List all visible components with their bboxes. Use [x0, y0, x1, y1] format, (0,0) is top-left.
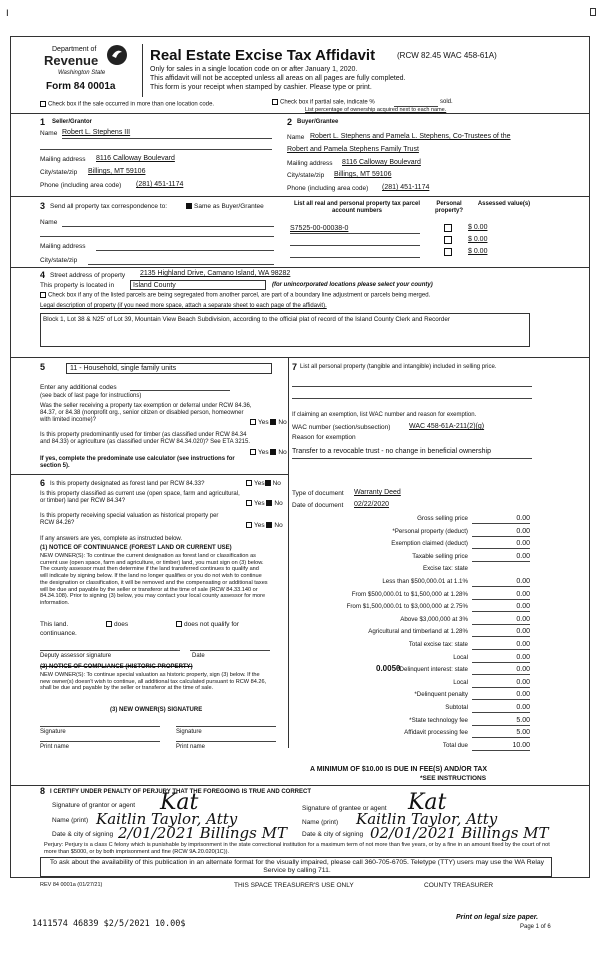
local-rate: 0.0050	[376, 664, 401, 673]
doc-date-field[interactable]: 02/22/2020	[354, 501, 390, 508]
buyer-name-line-1[interactable]: Robert L. Stephens and Pamela L. Stephens, Co-Trustees of the	[310, 133, 511, 140]
deputy-signature-label: Deputy assessor signature	[40, 653, 112, 659]
parcel-list-header: List all real and personal property tax parcel account numbers	[293, 201, 421, 214]
buyer-heading: Buyer/Grantee	[297, 119, 339, 125]
predominate-use-note: If yes, complete the predominate use calculator (see instructions for section 5).	[40, 456, 235, 469]
minimum-due-note: A MINIMUM OF $10.00 IS DUE IN FEE(S) AND/OR TAX	[310, 766, 488, 773]
historic-yes-no[interactable]: Yes No	[246, 522, 283, 529]
doc-date-label: Date of document	[292, 502, 344, 509]
availability-notice: To ask about the availability of this publication in an alternate format for the visually impaired, please call 360-705-6705. Teletype (TTY) users may use the WA Relay Service by calling 711.	[49, 859, 545, 875]
personal-property-checkbox-3[interactable]	[444, 248, 452, 256]
availability-box	[40, 857, 552, 877]
calc-value[interactable]: 0.00	[516, 628, 530, 636]
exemption-question: Was the seller receiving a property tax exemption or deferral under RCW 84.36, 84.37, or 84.38 (nonprofit org., senior citizen or disabled person, homeowner with limited income)?	[40, 403, 252, 423]
sold-label: sold.	[440, 99, 453, 105]
grantor-name-label: Name (print)	[52, 817, 89, 824]
historic-question: Is this property receiving special valuation as historical property per RCW 84.26?	[40, 513, 219, 526]
calc-underline	[472, 750, 530, 751]
buyer-name-label: Name	[287, 134, 305, 141]
buyer-mail-label: Mailing address	[287, 160, 333, 167]
notice-continuance-heading: (1) NOTICE OF CONTINUANCE (FOREST LAND OR CURRENT USE)	[40, 545, 232, 551]
perjury-notice: Perjury: Perjury is a class C felony which is punishable by imprisonment in the state correctional institution for a maximum term of not more than five years, or by a fine in an amount fixed by the court of not more than $5000, or by both imprisonment and fine (RCW 9A.20.020(1C)).	[44, 842, 550, 855]
calc-value[interactable]: 0.00	[516, 641, 530, 648]
calc-underline	[472, 636, 530, 637]
section-6-number: 6	[40, 478, 46, 488]
wac-label: WAC number (section/subsection)	[292, 424, 391, 431]
calc-value[interactable]: 0.00	[516, 603, 530, 611]
header-line-1: Only for sales in a single location code on or after January 1, 2020.	[150, 66, 358, 73]
notice-compliance-heading: (2) NOTICE OF COMPLIANCE (HISTORIC PROPERTY)	[40, 664, 193, 670]
wac-field[interactable]: WAC 458-61A-211(2)(g)	[409, 423, 485, 430]
page-number: Page 1 of 6	[520, 924, 551, 930]
buyer-phone-field[interactable]: (281) 451-1174	[382, 184, 430, 191]
new-owner-signature-1[interactable]: Signature	[40, 729, 66, 735]
header-line-2: This affidavit will not be accepted unless all areas on all pages are fully completed.	[150, 75, 406, 82]
multi-location-checkbox[interactable]: Check box if the sale occurred in more than one location code.	[40, 101, 214, 108]
grantee-name-label: Name (print)	[302, 819, 339, 826]
doc-type-label: Type of document	[292, 490, 344, 497]
rcw-ref: (RCW 82.45 WAC 458-61A)	[397, 51, 497, 60]
form-number: Form 84 0001a	[46, 81, 116, 92]
calc-value[interactable]: 0.00	[516, 653, 530, 661]
partial-sale-checkbox[interactable]: Check box if partial sale, indicate %	[272, 99, 375, 106]
assessed-values-header: Assessed value(s)	[477, 201, 531, 207]
grantee-signature[interactable]: Kat	[408, 790, 447, 815]
calc-value[interactable]: 0.00	[516, 527, 530, 535]
calc-label: Agricultural and timberland at 1.28%	[368, 628, 468, 636]
calc-underline	[472, 536, 530, 537]
reason-label: Reason for exemption	[292, 434, 356, 441]
deputy-date-label: Date	[192, 653, 205, 659]
calc-value[interactable]: 0.00	[516, 540, 530, 548]
forest-land-yes-no[interactable]: Yes No	[246, 480, 281, 487]
same-as-buyer-checkbox[interactable]: Same as Buyer/Grantee	[186, 203, 264, 210]
section-7-number: 7	[292, 362, 298, 372]
personal-property-header: Personal property?	[434, 201, 463, 214]
reason-field[interactable]: Transfer to a revocable trust - no change in beneficial ownership	[292, 448, 491, 455]
calc-label: From $500,000.01 to $1,500,000 at 1.28%	[351, 590, 468, 598]
seller-phone-label: Phone (including area code)	[40, 182, 122, 189]
forest-land-question: Is this property designated as forest land per RCW 84.33?	[50, 481, 205, 487]
calc-underline	[472, 687, 530, 688]
does-checkbox[interactable]: does	[106, 621, 128, 628]
list-percentage-note: List percentage of ownership acquired next to each name.	[305, 107, 447, 113]
calc-underline	[472, 611, 530, 612]
calc-label: Total excise tax: state	[408, 641, 468, 648]
section-8-number: 8	[40, 786, 46, 796]
calc-underline	[472, 699, 530, 700]
assessed-value-1[interactable]: $ 0.00	[468, 224, 488, 231]
calc-underline	[472, 649, 530, 650]
revenue-logo-text: Revenue	[44, 53, 99, 68]
corr-name-label: Name	[40, 219, 58, 226]
exemption-claim-label: If claiming an exemption, list WAC number and reason for exemption.	[292, 412, 477, 418]
does-not-checkbox[interactable]: does not qualify for	[176, 621, 239, 628]
calc-value[interactable]: 0.00	[516, 666, 530, 674]
buyer-name-line-2[interactable]: Robert and Pamela Stephens Family Trust	[287, 146, 419, 153]
grantor-date-label: Date & city of signing	[52, 831, 114, 838]
buyer-mail-field[interactable]: 8116 Calloway Boulevard	[342, 159, 421, 166]
calc-value[interactable]: 0.00	[516, 678, 530, 686]
timber-yes-no[interactable]: Yes No	[250, 449, 287, 456]
calc-value[interactable]: 5.00	[516, 716, 530, 724]
section-5-number: 5	[40, 362, 46, 372]
assessed-value-2[interactable]: $ 0.00	[468, 236, 488, 243]
new-owner-print-name-2[interactable]: Print name	[176, 744, 206, 750]
calc-underline	[472, 523, 530, 524]
this-land-label: This land.	[40, 621, 69, 628]
calc-value[interactable]: 0.00	[516, 615, 530, 623]
grantor-signature-label: Signature of grantor or agent	[52, 802, 136, 809]
calc-label: Affidavit processing fee	[404, 729, 468, 737]
calc-label: Total due	[442, 741, 468, 749]
calc-label: *Delinquent interest: state	[397, 666, 468, 674]
calc-underline	[472, 561, 530, 562]
calc-label: Exemption claimed (deduct)	[391, 540, 468, 548]
calc-value[interactable]: 0.00	[516, 590, 530, 598]
calc-value[interactable]: 0.00	[516, 704, 530, 711]
located-label: This property is located in	[40, 282, 115, 289]
calc-label: *Personal property (deduct)	[392, 527, 468, 535]
current-use-question: Is this property classified as current use (open space, farm and agricultural, or timber) land per RCW 84.34?	[40, 491, 240, 504]
calc-underline	[472, 712, 530, 713]
seller-mail-label: Mailing address	[40, 156, 86, 163]
calc-underline	[472, 674, 530, 675]
grantor-signature[interactable]: Kat	[160, 790, 199, 815]
seller-mail-field[interactable]: 8116 Calloway Boulevard	[96, 155, 175, 162]
personal-property-label: List all personal property (tangible and intangible) included in selling price.	[300, 364, 497, 370]
calc-label: Excise tax: state	[422, 565, 468, 573]
seller-city-field[interactable]: Billings, MT 59106	[88, 168, 146, 175]
corr-city-label: City/state/zip	[40, 257, 78, 264]
grantee-date-label: Date & city of signing	[302, 831, 364, 838]
county-treasurer-label: COUNTY TREASURER	[424, 882, 494, 889]
grantor-date-field[interactable]: 2/01/2021 Billings MT	[118, 824, 287, 842]
segregate-checkbox[interactable]: Check box if any of the listed parcels are being segregated from another parcel, are part of a boundary line adjustment or parcels being merged.	[40, 292, 430, 299]
corr-mail-label: Mailing address	[40, 243, 86, 250]
calc-value[interactable]: 0.00	[516, 691, 530, 699]
corner-box	[590, 8, 596, 16]
calc-label: From $1,500,000.01 to $3,000,000 at 2.75%	[346, 603, 468, 611]
calc-label: *State technology fee	[409, 716, 468, 724]
recording-stamp: 1411574 46839 $2/5/2021 10.00$	[32, 919, 186, 929]
assessed-value-3[interactable]: $ 0.00	[468, 248, 488, 255]
grantee-signature-label: Signature of grantee or agent	[302, 805, 387, 812]
seller-heading: Seller/Grantor	[52, 119, 93, 125]
timber-question: Is this property predominantly used for timber (as classified under RCW 84.34 and 84.33) or agriculture (as classified under RCW 84.34.020)? See ETA 3215.	[40, 432, 251, 445]
county-select[interactable]: Island County	[130, 280, 266, 290]
calc-label: Above $3,000,000 at 3%	[400, 615, 468, 623]
see-instructions-note: *SEE INSTRUCTIONS	[420, 775, 487, 782]
continuance-label: continuance.	[40, 630, 77, 637]
certify-statement: I CERTIFY UNDER PENALTY OF PERJURY THAT THE FOREGOING IS TRUE AND CORRECT	[50, 789, 312, 795]
calc-underline	[472, 548, 530, 549]
see-back-note: (see back of last page for instructions)	[40, 393, 142, 399]
seller-name-field[interactable]: Robert L. Stephens III	[62, 129, 131, 136]
corner-mark: Ⅰ	[6, 8, 9, 18]
legal-description-field[interactable]: Block 1, Lot 38 & N25' of Lot 39, Mountain View Beach Subdivision, according to the official plat of record of the Island County Clerk and Recorder	[40, 313, 530, 347]
seller-phone-field[interactable]: (281) 451-1174	[136, 181, 184, 188]
if-yes-note: If any answers are yes, complete as instructed below.	[40, 536, 183, 542]
new-owner-signature-heading: (3) NEW OWNER(S) SIGNATURE	[110, 707, 203, 713]
notice-continuance-text: NEW OWNER(S): To continue the current designation as forest land or classification as current use (open space, farm and agriculture, or timber) land, you must sign on (3) below. The county assessor must then determine if the land transferred continues to qualify and will indicate by signing below. If the land no longer qualifies or you do not wish to continue the designation or classification, it will be removed and the compensating or additional taxes will be due and payable by the seller or transferor at the time of sale (RCW 84.33.140 or 84.34.108). Prior to signing (3) below, you may contact your local county assessor for more information.	[40, 553, 268, 606]
personal-property-checkbox-2[interactable]	[444, 236, 452, 244]
buyer-city-label: City/state/zip	[287, 172, 325, 179]
calc-value[interactable]: 10.00	[512, 741, 530, 749]
section-3-number: 3	[40, 201, 46, 211]
state-label: Washington State	[58, 70, 106, 76]
treasurer-use-label: THIS SPACE TREASURER'S USE ONLY	[234, 882, 354, 889]
current-use-yes-no[interactable]: Yes No	[246, 500, 283, 507]
calc-label: *Delinquent penalty	[414, 691, 468, 699]
revenue-logo-icon	[106, 44, 128, 66]
calc-value[interactable]: 0.00	[516, 515, 530, 522]
calc-value[interactable]: 0.00	[516, 552, 530, 560]
dept-label: Department of	[52, 46, 97, 53]
calc-underline	[472, 737, 530, 738]
section-2-number: 2	[287, 117, 293, 127]
form-title: Real Estate Excise Tax Affidavit	[150, 47, 376, 64]
notice-compliance-text: NEW OWNER(S): To continue special valuation as historic property, sign (3) below. If the new owner(s) doesn't wish to continue, all additional tax calculated pursuant to RCW 84.26, shall be due and payable by the seller or transferor at the time of sale.	[40, 672, 267, 692]
buyer-phone-label: Phone (including area code)	[287, 185, 369, 192]
parcel-number-field[interactable]: S7525-00-00038-0	[290, 225, 349, 232]
calc-label: Subtotal	[445, 704, 468, 711]
calc-value[interactable]: 5.00	[516, 729, 530, 737]
calc-label: Less than $500,000.01 at 1.1%	[382, 578, 468, 585]
calc-label: Local	[453, 653, 468, 661]
grantee-date-field[interactable]: 02/01/2021 Billings MT	[370, 824, 549, 842]
section-4-number: 4	[40, 270, 46, 280]
seller-city-label: City/state/zip	[40, 169, 78, 176]
calc-label: Local	[453, 678, 468, 686]
seller-name-label: Name	[40, 130, 58, 137]
buyer-city-field[interactable]: Billings, MT 59106	[334, 171, 392, 178]
personal-property-checkbox-1[interactable]	[444, 224, 452, 232]
additional-codes-label: Enter any additional codes	[40, 384, 117, 391]
calc-underline	[472, 725, 530, 726]
calc-underline	[472, 662, 530, 663]
grantee-name-field[interactable]: Kaitlin Taylor, Atty	[356, 810, 498, 828]
street-label: Street address of property	[50, 272, 126, 279]
legal-paper-note: Print on legal size paper.	[456, 914, 539, 921]
exemption-yes-no[interactable]: Yes No	[250, 419, 287, 426]
new-owner-signature-2[interactable]: Signature	[176, 729, 202, 735]
street-address-field[interactable]: 2135 Highland Drive, Camano Island, WA 98282	[140, 270, 291, 277]
county-note: (for unincorporated locations please select your county)	[272, 282, 433, 288]
land-use-select[interactable]: 11 - Household, single family units	[66, 363, 272, 374]
calc-underline	[472, 586, 530, 587]
correspondence-label: Send all property tax correspondence to:	[50, 203, 168, 210]
calc-underline	[472, 624, 530, 625]
doc-type-field[interactable]: Warranty Deed	[354, 489, 401, 496]
calc-value[interactable]: 0.00	[516, 578, 530, 585]
grantor-name-field[interactable]: Kaitlin Taylor, Atty	[96, 810, 238, 828]
calc-label: Gross selling price	[417, 515, 468, 522]
legal-description-label: Legal description of property (if you need more space, attach a separate sheet to each page of the affidavit).	[40, 303, 327, 309]
calc-underline	[472, 599, 530, 600]
section-1-number: 1	[40, 117, 46, 127]
header-line-3: This form is your receipt when stamped by cashier. Please type or print.	[150, 84, 372, 91]
calc-label: Taxable selling price	[412, 552, 468, 560]
new-owner-print-name-1[interactable]: Print name	[40, 744, 70, 750]
revision-label: REV 84 0001a (01/27/21)	[40, 882, 103, 888]
